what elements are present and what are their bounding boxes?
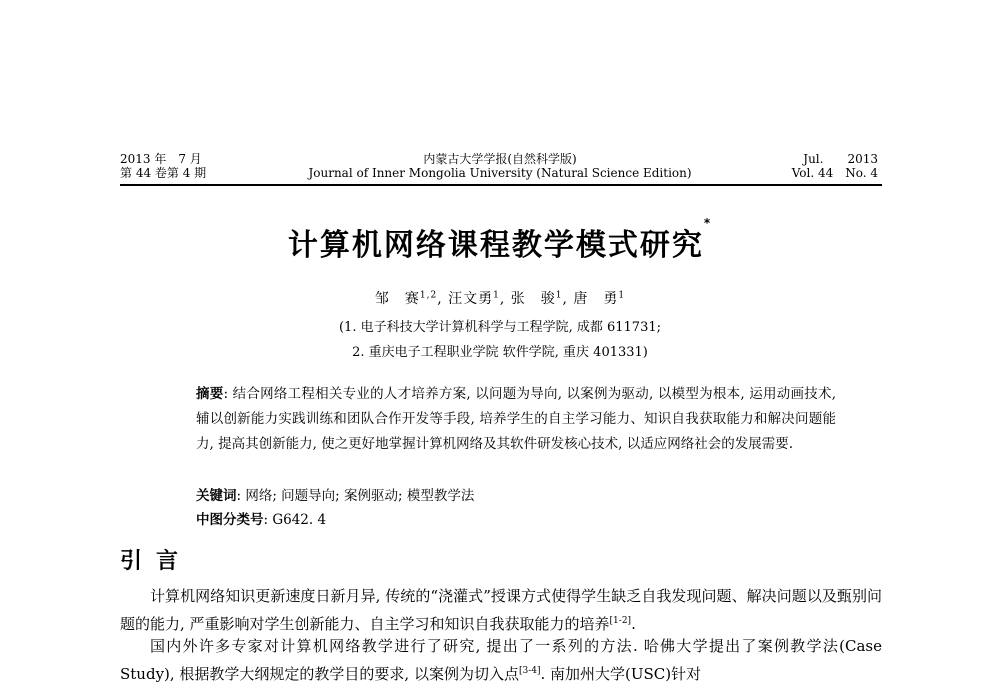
abstract-label: 摘要 (196, 386, 224, 402)
author-name: 唐 勇 (573, 291, 619, 307)
header-date: 2013 年 7 月 (120, 152, 202, 166)
paragraph-text: 计算机网络知识更新速度日新月异, 传统的“浇灌式”授课方式使得学生缺乏自我发现问题、解决问题以及甄别问题的能力, 严重影响对学生创新能力、自主学习和知识自我获取能力的培养 (120, 587, 882, 633)
author-affiliation-mark: 1 (555, 290, 563, 301)
header-volume-en: Vol. 44 No. 4 (791, 166, 878, 180)
author-name: 邹 赛 (374, 291, 420, 307)
keywords (196, 484, 474, 504)
citation: [3-4] (518, 666, 541, 676)
journal-name-en: Journal of Inner Mongolia University (Natural Science Edition) (308, 166, 692, 180)
header-volume: 第 44 卷第 4 期 (120, 166, 207, 180)
section-heading: 引言 (120, 549, 193, 574)
keywords-text: : 网络; 问题导向; 案例驱动; 模型教学法 (236, 488, 475, 504)
author-affiliation-mark: 1 (618, 290, 626, 301)
keywords-label: 关键词 (196, 488, 237, 504)
paragraph-end: . (631, 615, 636, 633)
header-date-en: Jul. 2013 (803, 152, 878, 166)
paragraph-end: . 南加州大学(USC)针对 (540, 665, 702, 683)
header-divider (120, 184, 882, 186)
author-list: 邹 赛$^{1,2}$, 汪文勇$^1$, 张 骏$^1$, 唐 勇$^1$ (374, 290, 626, 307)
classification-number (196, 508, 326, 528)
abstract (196, 382, 836, 457)
author-affiliation-mark: 1,2 (419, 290, 438, 301)
journal-name-cn: 内蒙古大学学报(自然科学版) (423, 152, 577, 166)
classification-label: 中图分类号 (196, 512, 264, 528)
paragraph-text: 国内外许多专家对计算机网络教学进行了研究, 提出了一系列的方法. 哈佛大学提出了案例教学法(Case Study), 根据教学大纲规定的教学目的要求, 以案例为切入点 (120, 637, 882, 683)
paper-title-text: 计算机网络课程教学模式研究 (287, 228, 704, 263)
affiliation-2: 2. 重庆电子工程职业学院 软件学院, 重庆 401331) (352, 345, 648, 360)
affiliation-1: (1. 电子科技大学计算机科学与工程学院, 成都 611731; (338, 320, 661, 335)
abstract-text: : 结合网络工程相关专业的人才培养方案, 以问题为导向, 以案例为驱动, 以模型为根本, 运用动画技术, 辅以创新能力实践训练和团队合作开发等手段, 培养学生的自主学习能力、知识自我获取能力和解决问题能力, 提高其创新能力, 使之更好地掌握计算机网络及其软件研发核心技术, 以适应网络社会的发展需要. (196, 386, 837, 452)
journal-date-volume-en (792, 152, 878, 180)
author-name: 张 骏 (510, 291, 556, 307)
body-paragraph (120, 584, 882, 637)
journal-date-volume (120, 152, 206, 180)
author-affiliation-mark: 1 (493, 290, 500, 301)
title-footnote-mark: * (703, 216, 713, 230)
author-name: 汪文勇 (448, 291, 494, 307)
journal-name (300, 152, 700, 180)
citation: [1-2] (609, 616, 632, 626)
paper-title (0, 216, 1000, 264)
classification-text: : G642. 4 (263, 512, 327, 528)
body-paragraph (120, 634, 882, 687)
